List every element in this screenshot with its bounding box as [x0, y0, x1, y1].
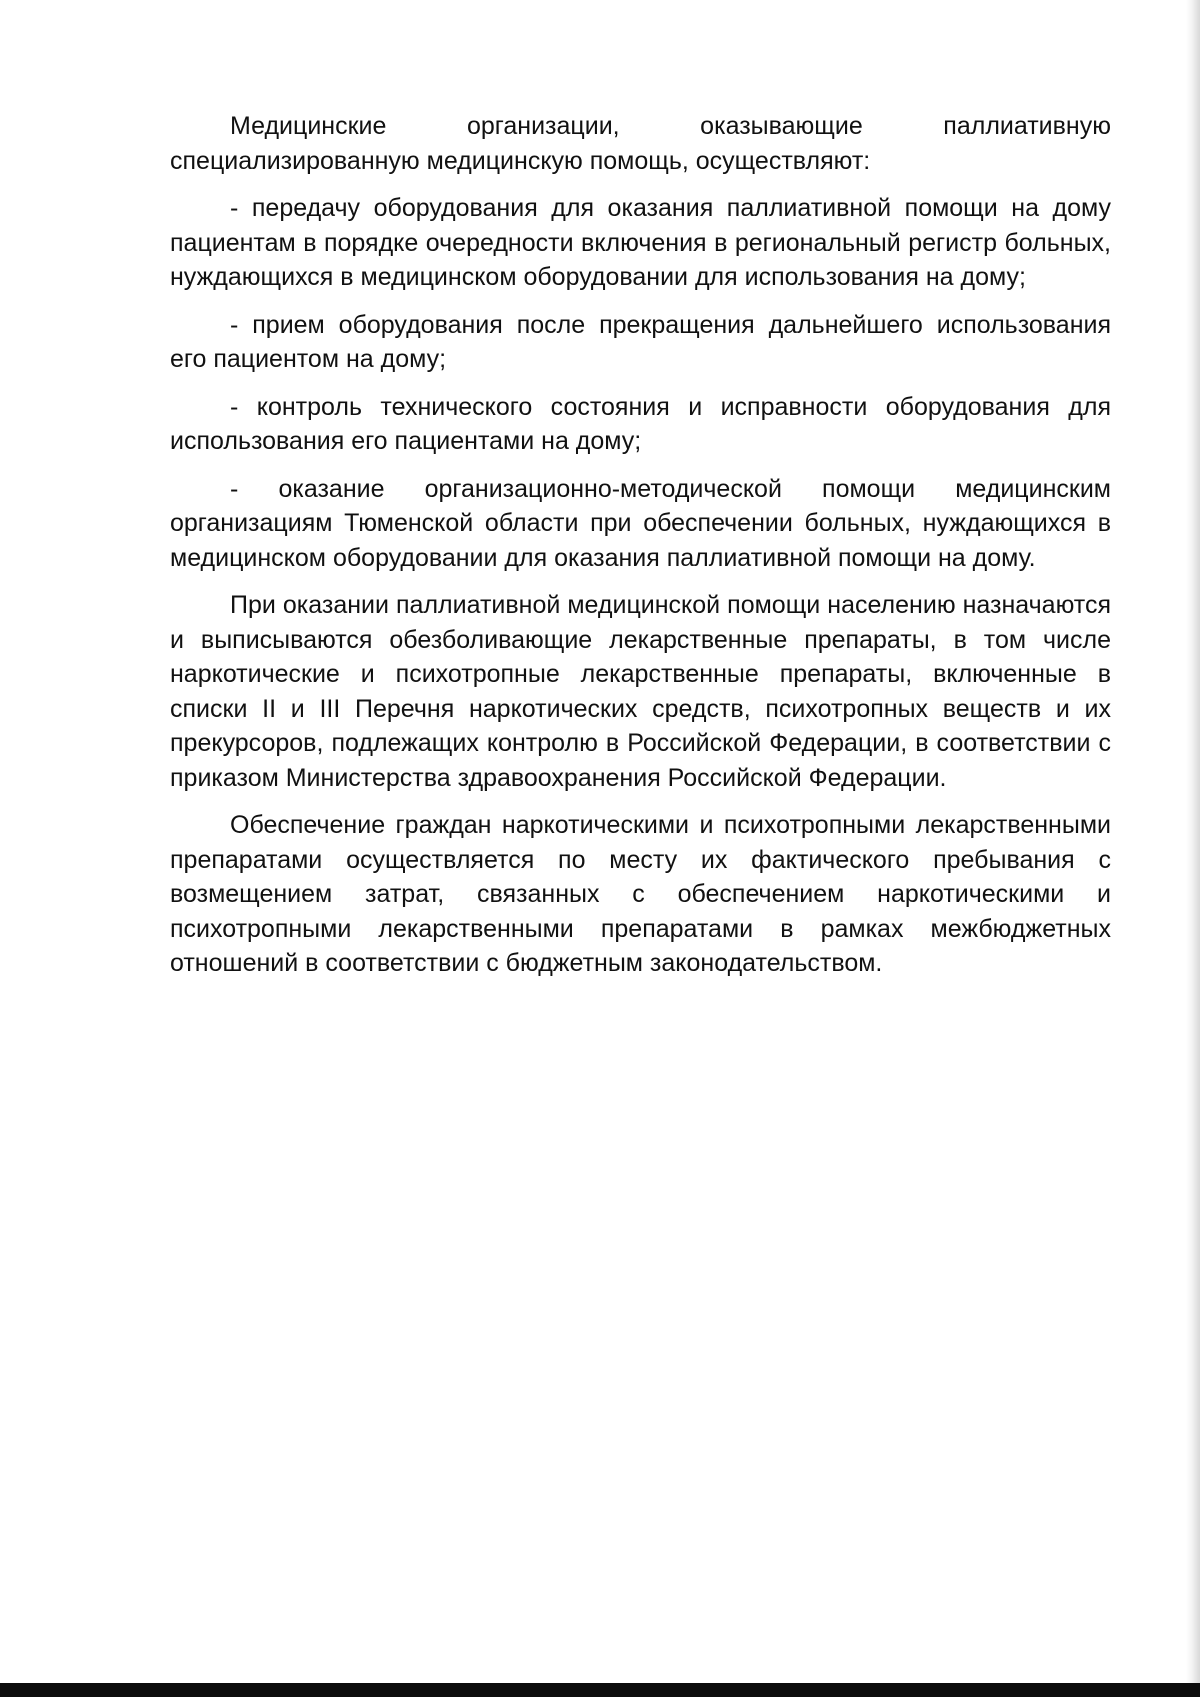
paragraph-item-equipment-return: - прием оборудования после прекращения дальнейшего использования его пациентом на дому; — [170, 310, 1111, 373]
document-body — [170, 109, 1111, 994]
scan-bottom-border — [0, 1683, 1200, 1697]
paragraph-item-equipment-transfer: - передачу оборудования для оказания паллиативной помощи на дому пациентам в порядке очередности включения в региональный регистр больных, нуждающихся в медицинском оборудовании для использования на дому; — [170, 194, 1111, 291]
scan-right-edge — [1186, 0, 1200, 1697]
paragraph-item-technical-control: - контроль технического состояния и исправности оборудования для использования его пациентами на дому; — [170, 392, 1111, 455]
paragraph-item-methodical-help: - оказание организационно-методической помощи медицинским организациям Тюменской области при обеспечении больных, нуждающихся в медицинском оборудовании для оказания паллиативной помощи на дому. — [170, 474, 1111, 572]
paragraph-intro: Медицинские организации, оказывающие паллиативную специализированную медицинскую помощь, осуществляют: — [170, 112, 1111, 175]
paragraph-drug-provision: Обеспечение граждан наркотическими и психотропными лекарственными препаратами осуществляется по месту их фактического пребывания с возмещением затрат, связанных с обеспечением наркотическими и психотропными лекарственными препаратами в рамках межбюджетных отношений в соответствии с бюджетным законодательством. — [170, 811, 1111, 977]
paragraph-pain-relief: При оказании паллиативной медицинской помощи населению назначаются и выписываются обезболивающие лекарственные препараты, в том числе наркотические и психотропные лекарственные препараты, включенные в списки II и III Перечня наркотических средств, психотропных веществ и их прекурсоров, подлежащих контролю в Российской Федерации, в соответствии с приказом Министерства здравоохранения Российской Федерации. — [170, 591, 1111, 792]
